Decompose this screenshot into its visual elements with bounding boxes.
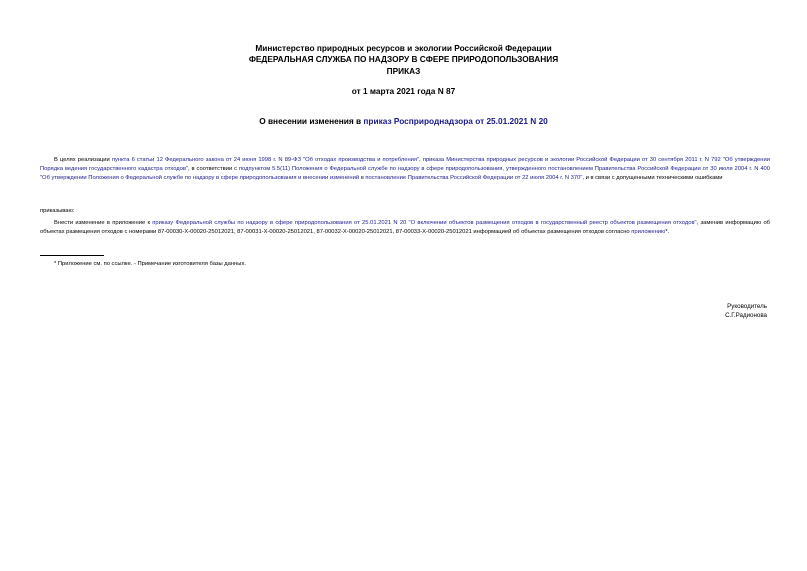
document-type: ПРИКАЗ — [386, 66, 421, 76]
preamble-text-3: , в соответствии с — [188, 166, 239, 172]
document-title-prefix: О внесении изменения в — [259, 116, 364, 126]
signatory-position: Руководитель — [727, 303, 767, 310]
preamble-paragraph — [40, 156, 770, 183]
preamble-text-1: В целях реализации — [54, 157, 112, 163]
footnote: * Приложение см. по ссылке. - Примечание изготовителя базы данных. — [54, 261, 246, 267]
service-name: ФЕДЕРАЛЬНАЯ СЛУЖБА ПО НАДЗОРУ В СФЕРЕ ПРИРОДОПОЛЬЗОВАНИЯ — [248, 54, 559, 64]
document-header — [0, 43, 807, 65]
preamble-text-2: , — [419, 157, 423, 163]
document-date-number: от 1 марта 2021 года N 87 — [351, 86, 456, 96]
order-20-link[interactable]: приказу Федеральной службы по надзору в сфере природопользования от 25.01.2021 N 20 "О включении объектов размещения отходов в государственный реестр объектов размещения отходов" — [152, 220, 697, 226]
order-statement: приказываю: — [40, 208, 75, 214]
preamble-text-4: , и в связи с допущенными техническими ошибками — [582, 175, 723, 181]
footnote-divider — [40, 255, 104, 256]
order-text-2: , заменив информацию об объектах размещения отходов с номерами 87-00030-Х-00020-25012021, 87-00031-Х-00020-25012021, 87-00032-Х-00020-25012021, 87-00033-Х-00020-25012021 информацией об объектах размещения отходов согласно — [40, 220, 770, 235]
ministry-name: Министерство природных ресурсов и экологии Российской Федерации — [255, 43, 552, 53]
document-title — [0, 116, 807, 127]
regulation-link[interactable]: подпунктом 5.5(11) Положения о Федеральной службе по надзору в сфере природопользования, утвержденного постановлением Правительства Российской Федерации от 30 июля 2004 г. N 400 "Об утверждении Положения о Федеральной службе по надзору в сфере природопользования и внесении изменений в постановление Правительства Российской Федерации от 22 июля 2004 г. N 370" — [40, 166, 770, 181]
federal-law-link[interactable]: пункта 6 статьи 12 Федерального закона от 24 июня 1998 г. N 89-ФЗ "Об отходах производства и потребления" — [111, 157, 420, 163]
order-body-paragraph — [40, 219, 770, 237]
order-text-1: Внести изменение в приложение к — [54, 220, 153, 226]
order-text-3: *. — [665, 229, 670, 235]
signatory-name: С.Г.Радионова — [725, 312, 767, 319]
appendix-link[interactable]: приложению — [631, 229, 666, 235]
amended-order-link[interactable]: приказ Росприроднадзора от 25.01.2021 N 20 — [363, 116, 548, 126]
ministry-order-link[interactable]: приказа Министерства природных ресурсов и экологии Российской Федерации от 30 сентября 2011 г. N 792 "Об утверждении Порядка ведения государственного кадастра отходов" — [40, 157, 770, 172]
